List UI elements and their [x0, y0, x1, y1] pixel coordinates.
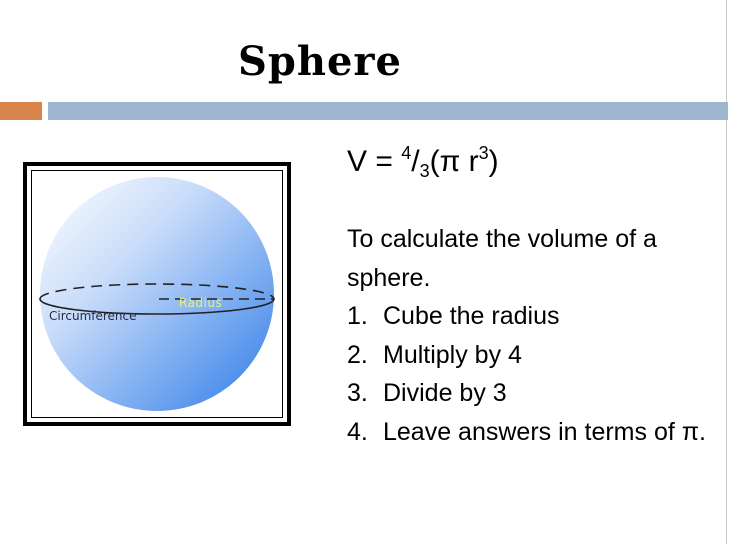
- step-text: Multiply by 4: [383, 340, 522, 369]
- formula-denominator: 3: [419, 161, 430, 181]
- formula-exponent: 3: [478, 143, 489, 163]
- accent-bar-blue: [48, 102, 728, 120]
- formula-slash: /: [411, 145, 420, 178]
- step-number: 3.: [347, 379, 368, 408]
- formula-close: ): [488, 145, 499, 178]
- sphere-diagram: [23, 162, 291, 426]
- intro-text: To calculate the volume of a sphere.: [347, 225, 657, 292]
- step-text: Divide by 3: [383, 379, 507, 408]
- step-number: 4.: [347, 417, 368, 446]
- formula-lhs: V =: [347, 145, 402, 178]
- slide-title: Sphere: [238, 38, 402, 85]
- slide-right-edge: [726, 0, 727, 544]
- volume-formula: [347, 143, 499, 182]
- instructions: [347, 220, 717, 452]
- sphere-body: [40, 177, 274, 411]
- step-item: [347, 374, 717, 413]
- radius-label: Radius: [179, 296, 223, 310]
- step-item: [347, 336, 717, 375]
- circumference-label: Circumference: [49, 309, 137, 323]
- sphere-graphic: [32, 171, 282, 417]
- step-text: Cube the radius: [383, 302, 560, 331]
- step-number: 2.: [347, 340, 368, 369]
- step-item: [347, 297, 717, 336]
- step-text: Leave answers in terms of π.: [383, 417, 706, 446]
- step-number: 1.: [347, 302, 368, 331]
- step-item: [347, 413, 717, 452]
- steps-list: [347, 297, 717, 451]
- formula-open: (π r: [429, 145, 479, 178]
- formula-numerator: 4: [401, 143, 412, 163]
- accent-bar-orange: [0, 102, 42, 120]
